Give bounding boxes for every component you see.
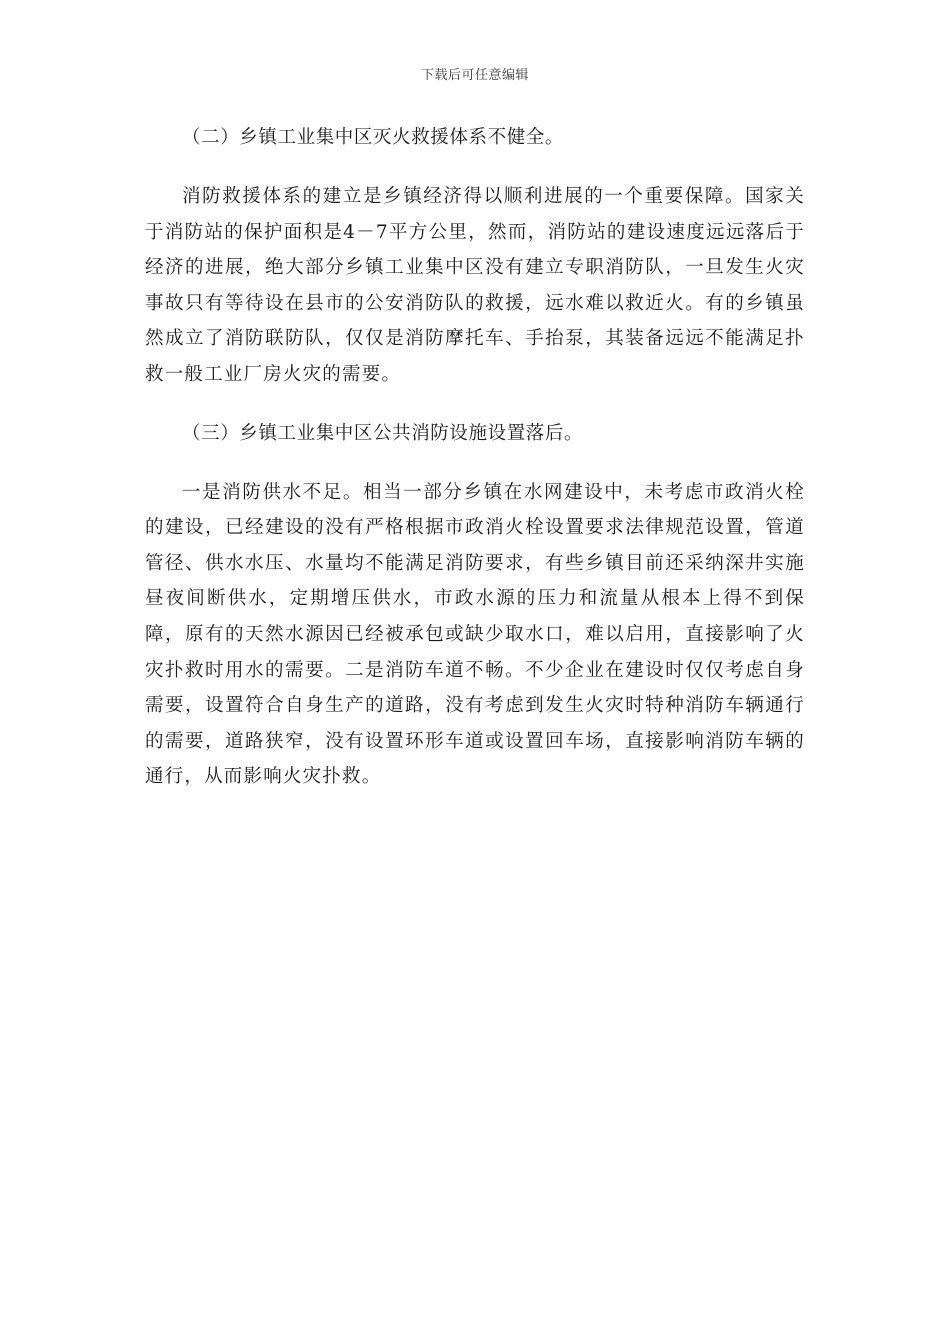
section-paragraph-3: 一是消防供水不足。相当一部分乡镇在水网建设中，未考虑市政消火栓的建设，已经建设的没有严格根据市政消火栓设置要求法律规范设置，管道管径、供水水压、水量均不能满足消防要求，有些乡镇目前还采纳深井实施昼夜间断供水，定期增压供水，市政水源的压力和流量从根本上得不到保障，原有的天然水源因已经被承包或缺少取水口，难以启用，直接影响了火灾扑救时用水的需要。二是消防车道不畅。不少企业在建设时仅仅考虑自身需要，设置符合自身生产的道路，没有考虑到发生火灾时特种消防车辆通行的需要，道路狭窄，没有设置环形车道或设置回车场，直接影响消防车辆的通行，从而影响火灾扑救。: [145, 481, 805, 788]
document-body: [145, 118, 805, 816]
section-heading-3: （三）乡镇工业集中区公共消防设施设置落后。: [182, 422, 584, 444]
section-paragraph-2: 消防救援体系的建立是乡镇经济得以顺利进展的一个重要保障。国家关于消防站的保护面积是4－7平方公里，然而，消防站的建设速度远远落后于经济的进展，绝大部分乡镇工业集中区没有建立专职消防队，一旦发生火灾事故只有等待设在县市的公安消防队的救援，远水难以救近火。有的乡镇虽然成立了消防联防队，仅仅是消防摩托车、手抬泵，其装备远远不能满足扑救一般工业厂房火灾的需要。: [145, 186, 805, 385]
section-heading-2: （二）乡镇工业集中区灭火救援体系不健全。: [182, 127, 565, 148]
page-header: 下载后可任意编辑: [420, 68, 529, 83]
